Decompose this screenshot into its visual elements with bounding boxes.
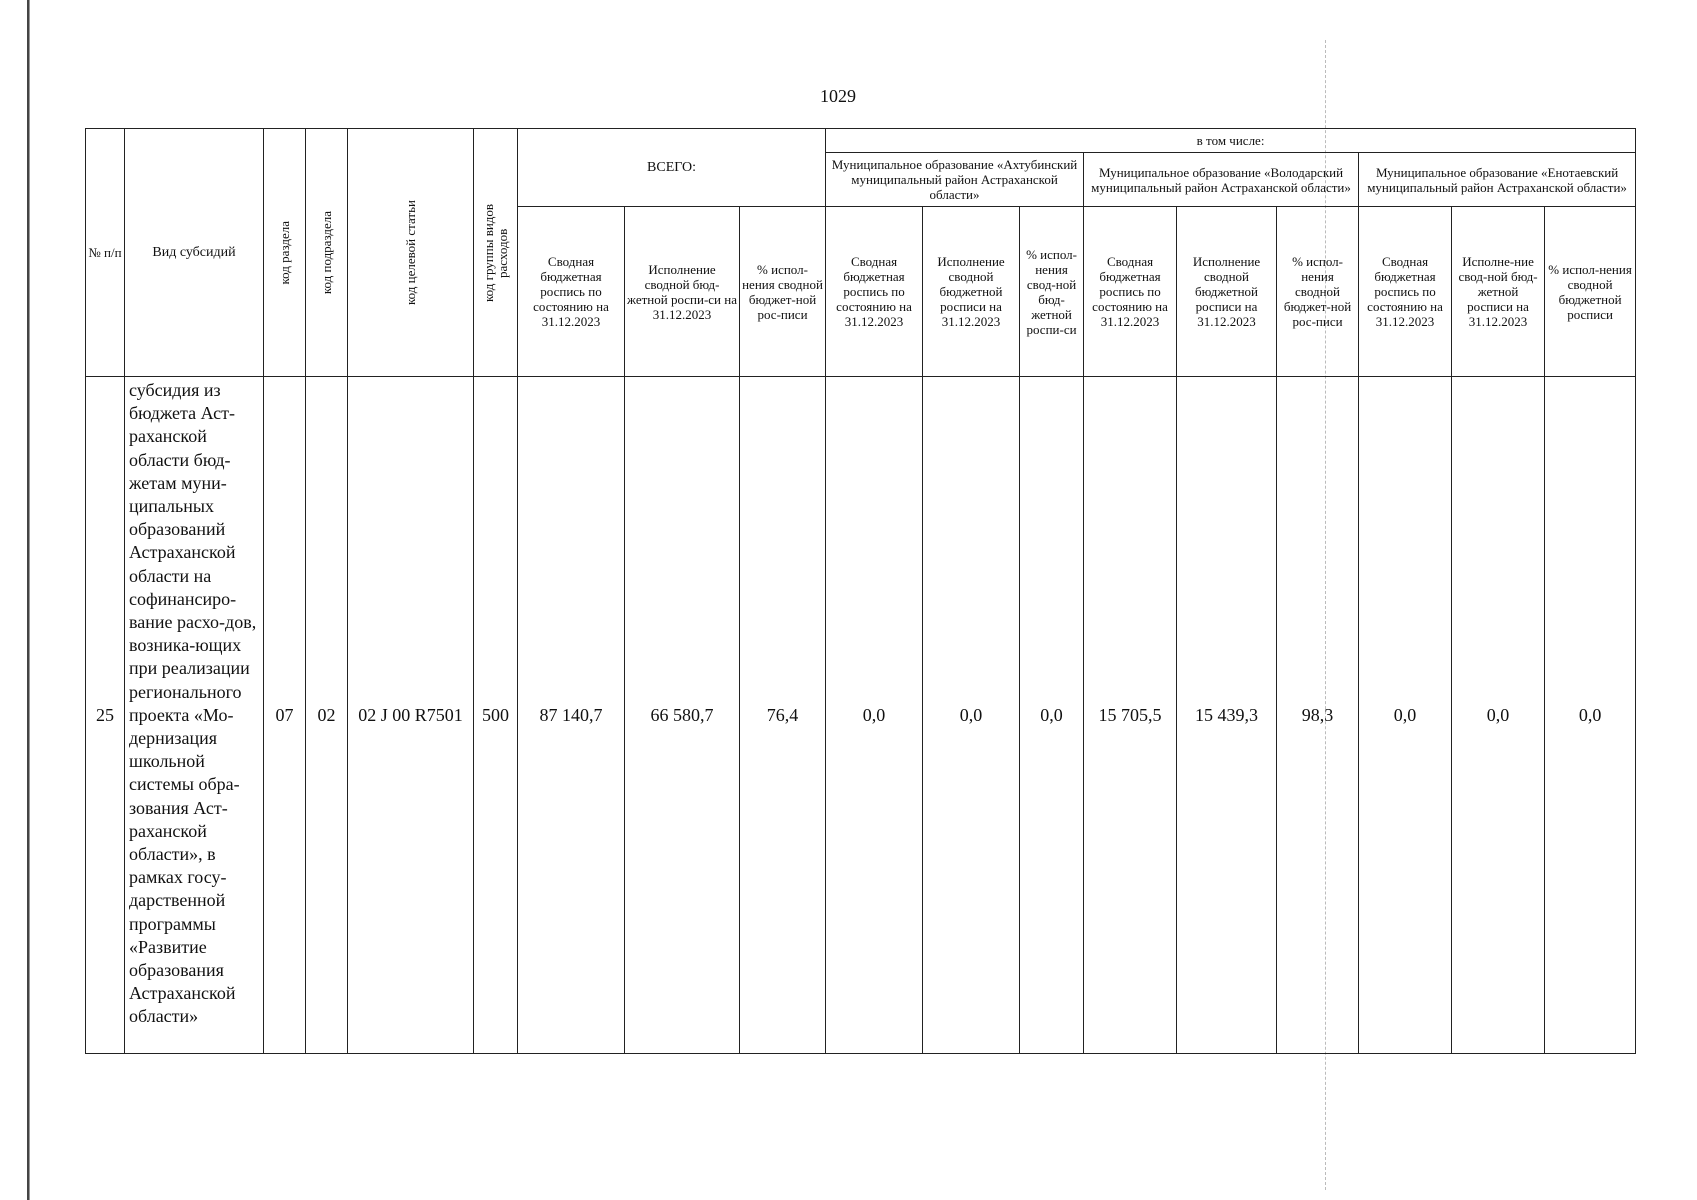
header-subsection-code: код подраздела bbox=[306, 129, 348, 377]
header-mo2-pct: % испол-нения сводной бюджет-ной рос-писи bbox=[1277, 207, 1359, 377]
row-mo1-pct: 0,0 bbox=[1020, 377, 1084, 1054]
header-mo2-exec: Исполнение сводной бюджетной росписи на 31.12.2023 bbox=[1177, 207, 1277, 377]
header-mo1-pct: % испол-нения свод-ной бюд-жетной роспи-си bbox=[1020, 207, 1084, 377]
row-total-plan: 87 140,7 bbox=[518, 377, 625, 1054]
row-section: 07 bbox=[264, 377, 306, 1054]
header-section-code: код раздела bbox=[264, 129, 306, 377]
header-total-pct: % испол-нения сводной бюджет-ной рос-писи bbox=[740, 207, 826, 377]
row-mo2-pct: 98,3 bbox=[1277, 377, 1359, 1054]
header-including: в том числе: bbox=[826, 129, 1636, 153]
row-target: 02 J 00 R7501 bbox=[348, 377, 474, 1054]
header-total-plan: Сводная бюджетная роспись по состоянию на 31.12.2023 bbox=[518, 207, 625, 377]
row-mo3-pct: 0,0 bbox=[1545, 377, 1636, 1054]
row-mo2-exec: 15 439,3 bbox=[1177, 377, 1277, 1054]
table-row bbox=[86, 377, 1636, 1054]
header-total-exec: Исполнение сводной бюд-жетной роспи-си на 31.12.2023 bbox=[625, 207, 740, 377]
header-num: № п/п bbox=[86, 129, 125, 377]
row-group: 500 bbox=[474, 377, 518, 1054]
header-mo1-plan: Сводная бюджетная роспись по состоянию на 31.12.2023 bbox=[826, 207, 923, 377]
page-number: 1029 bbox=[820, 86, 856, 106]
row-description: субсидия из бюджета Аст-раханской области бюд-жетам муни-ципальных образований Астраханской области на софинансиро-вание расхо-дов, возника-ющих при реализации регионального проекта «Мо-дернизация школьной системы обра-зования Аст-раханской области», в рамках госу-дарственной программы «Развитие образования Астраханской области» bbox=[125, 377, 264, 1054]
header-mo3-pct: % испол-нения сводной бюджетной росписи bbox=[1545, 207, 1636, 377]
header-mo-volodarsky: Муниципальное образование «Володарский муниципальный район Астраханской области» bbox=[1084, 153, 1359, 207]
header-kind: Вид субсидий bbox=[125, 129, 264, 377]
header-mo2-plan: Сводная бюджетная роспись по состоянию на 31.12.2023 bbox=[1084, 207, 1177, 377]
row-num: 25 bbox=[86, 377, 125, 1054]
header-mo-enotaevsky: Муниципальное образование «Енотаевский муниципальный район Астраханской области» bbox=[1359, 153, 1636, 207]
row-mo3-plan: 0,0 bbox=[1359, 377, 1452, 1054]
row-subsection: 02 bbox=[306, 377, 348, 1054]
row-total-pct: 76,4 bbox=[740, 377, 826, 1054]
row-mo3-exec: 0,0 bbox=[1452, 377, 1545, 1054]
row-mo1-plan: 0,0 bbox=[826, 377, 923, 1054]
header-mo-akhtuba: Муниципальное образование «Ахтубинский муниципальный район Астраханской области» bbox=[826, 153, 1084, 207]
header-target-code: код целевой статьи bbox=[348, 129, 474, 377]
header-group-code: код группы видов расходов bbox=[474, 129, 518, 377]
header-mo1-exec: Исполнение сводной бюджетной росписи на 31.12.2023 bbox=[923, 207, 1020, 377]
row-mo2-plan: 15 705,5 bbox=[1084, 377, 1177, 1054]
header-total: ВСЕГО: bbox=[518, 129, 826, 207]
scan-edge-shadow bbox=[29, 0, 30, 1200]
header-mo3-plan: Сводная бюджетная роспись по состоянию на 31.12.2023 bbox=[1359, 207, 1452, 377]
row-total-exec: 66 580,7 bbox=[625, 377, 740, 1054]
row-mo1-exec: 0,0 bbox=[923, 377, 1020, 1054]
subsidy-table bbox=[85, 128, 1636, 1054]
header-mo3-exec: Исполне-ние свод-ной бюд-жетной росписи на 31.12.2023 bbox=[1452, 207, 1545, 377]
